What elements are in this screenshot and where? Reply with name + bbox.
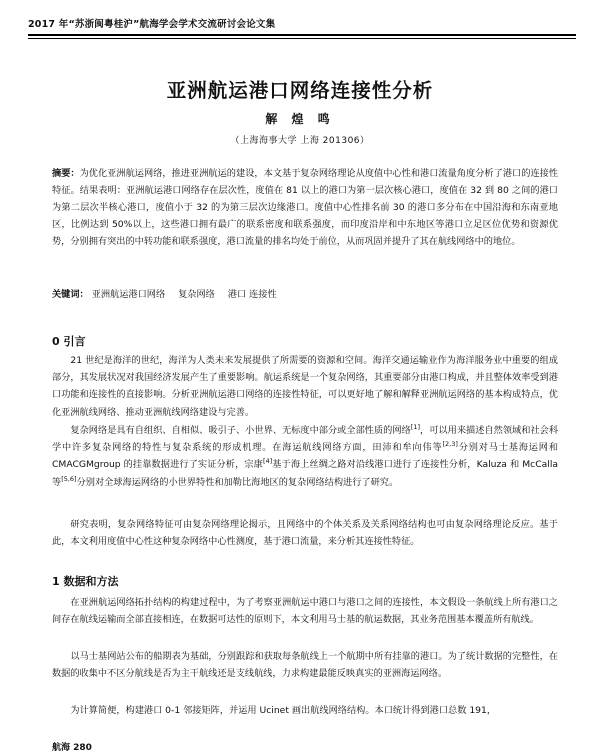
keywords-label: 关键词：: [52, 289, 89, 300]
affiliation: （上海海事大学 上海 201306）: [230, 136, 370, 146]
citation: [2,3]: [442, 440, 458, 449]
keyword-item: 港口 连接性: [227, 289, 277, 300]
paragraph: 复杂网络是具有自组织、自相似、吸引子、小世界、无标度中部分或全部性质的网络[1]，可以用来描述自然领域和社会科学中许多复杂网络的特性与复杂系统的形成机理。在海运航线网络方面，田沛和牟向伟等[2,3]分别对马士基海运网和 CMACGMgroup 的挂靠数据进行了实证分析，宗康[4]基于海上丝绸之路对沿线港口进行了连接性分析，Kaluza 和 McCalla 等[5,6]分别对全球海运网络的小世界特性和加勒比海地区的复杂网络结构进行了研究。: [52, 422, 559, 488]
author-name: 解 煌 鸣: [265, 112, 335, 126]
paragraph: 21 世纪是海洋的世纪，海洋为人类未来发展提供了所需要的资源和空间。海洋交通运输业作为海洋服务业中重要的组成部分，其发展状况对我国经济发展产生了重要影响。航运系统是一个复杂网络，其重要部分由港口构成，并且整体效率受到港口功能和连接性的直接影响。分析亚洲航运港口网络的连接性特征，可以更好地了解和解释亚洲航运网络的基本构成特点，优化亚洲航线网络、推动亚洲航线网络建设与完善。: [52, 355, 558, 418]
section-heading-intro: 0 引言: [52, 335, 86, 348]
keyword-item: 复杂网络: [178, 289, 215, 300]
paragraph: 在亚洲航运网络拓扑结构的构建过程中，为了考察亚洲航运中港口与港口之间的连接性，本文假设一条航线上所有港口之间存在航线运输而全部直接相连，在数据可达性的原则下，本文利用马士基的航运数据，其业务范围基本覆盖所有航线。: [52, 597, 558, 626]
abstract-label: 摘要：: [52, 168, 80, 179]
paragraph: 研究表明，复杂网络特征可由复杂网络理论揭示，且网络中的个体关系及关系网络结构也可由复杂网络理论反应。基于此，本文利用度值中心性这种复杂网络中心性测度，基于港口流量，来分析其连接性特征。: [52, 519, 558, 548]
keywords: [52, 286, 558, 303]
paper-title: 亚洲航运港口网络连接性分析: [166, 79, 434, 102]
running-header: 2017 年“苏浙闽粤桂沪”航海学会学术交流研讨会论文集: [28, 16, 576, 36]
citation: [1]: [410, 422, 421, 431]
abstract-text: 为优化亚洲航运网络，推进亚洲航运的建设，本文基于复杂网络理论从度值中心性和港口流量角度分析了港口的连接性特征。结果表明：亚洲航运港口网络存在层次性，度值在 81 以上的港口为第一层次核心港口，度值在 32 到 80 之间的港口为第二层次半核心港口，度值小于 32 的为第三层次边缘港口。度值中心性排名前 30 的港口多分布在中国沿海和东南亚地区，比例达到 50%以上，这些港口拥有最广的联系密度和联系强度，而印度沿岸和中东地区等港口立足区位优势和资源优势，分别拥有突出的中转功能和联系强度，港口流量的排名均处于前位，从而巩固并提升了其在航线网络中的地位。: [52, 168, 559, 247]
keyword-item: 亚洲航运港口网络: [91, 289, 166, 300]
paragraph: 为计算简便，构建港口 0-1 邻接矩阵，并运用 Ucinet 画出航线网络结构。本口统计得到港口总数 191，: [70, 705, 497, 716]
section-heading-data-methods: 1 数据和方法: [52, 575, 119, 588]
citation: [5,6]: [61, 474, 77, 483]
paragraph: 以马士基网站公布的船期表为基础，分别跟踪和获取每条航线上一个航期中所有挂靠的港口。为了统计数据的完整性，在数据的收集中不区分航线是否为主干航线还是支线航线，力求构建最能反映真实的亚洲海运网络。: [52, 651, 558, 680]
header-rule: [28, 38, 576, 39]
page-footer: 航海 280: [52, 743, 92, 753]
abstract: [52, 165, 558, 250]
citation: [4]: [262, 457, 273, 466]
